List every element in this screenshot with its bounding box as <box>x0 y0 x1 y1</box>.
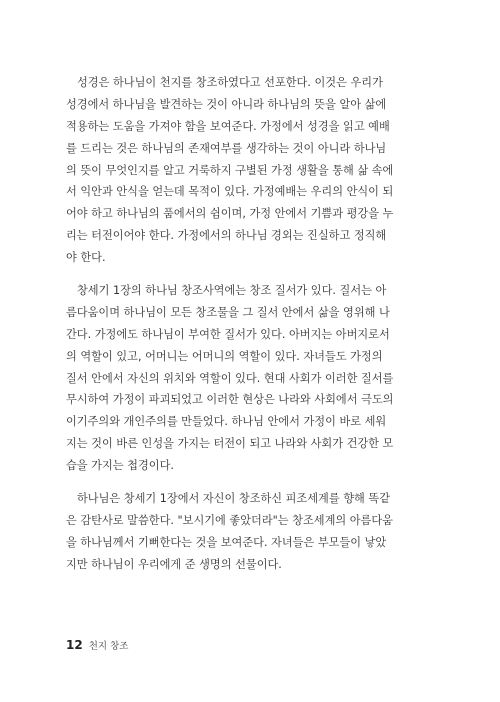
text-line: 의 뜻이 무엇인지를 알고 거룩하지 구별된 가정 생활을 통해 삶 속에 <box>66 163 394 177</box>
text-line: 서 익안과 안식을 얻는데 목적이 있다. 가정예배는 우리의 안식이 되 <box>66 185 394 199</box>
text-line: 지는 것이 바른 인성을 가지는 터전이 되고 나라와 사회가 건강한 모 <box>66 437 394 451</box>
running-title: 천지 창조 <box>88 641 129 652</box>
text-line: 습을 가지는 첩경이다. <box>66 459 174 473</box>
text-line: 질서 안에서 자신의 위치와 역할이 있다. 현대 사회가 이러한 질서를 <box>66 371 394 385</box>
text-line: 야 한다. <box>66 251 106 265</box>
text-line: 은 감탄사로 말씀한다. "보시기에 좋았더라"는 창조세계의 아름다움 <box>66 513 393 527</box>
text-line: 어야 하고 하나님의 품에서의 쉼이며, 가정 안에서 기쁨과 평강을 누 <box>66 207 394 221</box>
paragraph-1 <box>66 72 444 269</box>
text-line: 적용하는 도움을 가져야 함을 보여준다. 가정에서 성경을 읽고 예배 <box>66 119 390 133</box>
page-number: 12 <box>66 638 83 652</box>
page-footer <box>66 638 128 652</box>
text-line: 창세기 1장의 하나님 창조사역에는 창조 질서가 있다. 질서는 아 <box>77 284 387 298</box>
text-line: 성경은 하나님이 천지를 창조하였다고 선포한다. 이것은 우리가 <box>77 76 383 89</box>
text-line: 이기주의와 개인주의를 만들었다. 하나님 안에서 가정이 바로 세워 <box>66 415 387 429</box>
paragraph-2 <box>66 280 444 477</box>
text-line: 하나님은 창세기 1장에서 자신이 창조하신 피조세계를 향해 똑같 <box>77 492 390 506</box>
text-line: 름다움이며 하나님이 모든 창조물을 그 질서 안에서 삶을 영위해 나 <box>66 305 390 319</box>
paragraph-3 <box>66 488 444 576</box>
text-line: 를 드리는 것은 하나님의 존재여부를 생각하는 것이 아니라 하나님 <box>66 141 387 155</box>
text-line: 성경에서 하나님을 발견하는 것이 아니라 하나님의 뜻을 알아 삶에 <box>66 97 387 111</box>
text-line: 지만 하나님이 우리에게 준 생명의 선물이다. <box>66 557 282 571</box>
text-line: 간다. 가정에도 하나님이 부여한 질서가 있다. 아버지는 아버지로서 <box>66 327 390 341</box>
text-line: 의 역할이 있고, 어머니는 어머니의 역할이 있다. 자녀들도 가정의 <box>66 349 383 363</box>
text-line: 무시하여 가정이 파괴되었고 이러한 현상은 나라와 사회에서 극도의 <box>66 393 394 407</box>
text-line: 리는 터전이어야 한다. 가정에서의 하나님 경외는 진실하고 정직해 <box>66 229 387 243</box>
body-text <box>66 72 444 587</box>
text-line: 을 하나님께서 기뻐한다는 것을 보여준다. 자녀들은 부모들이 낳았 <box>66 535 387 549</box>
